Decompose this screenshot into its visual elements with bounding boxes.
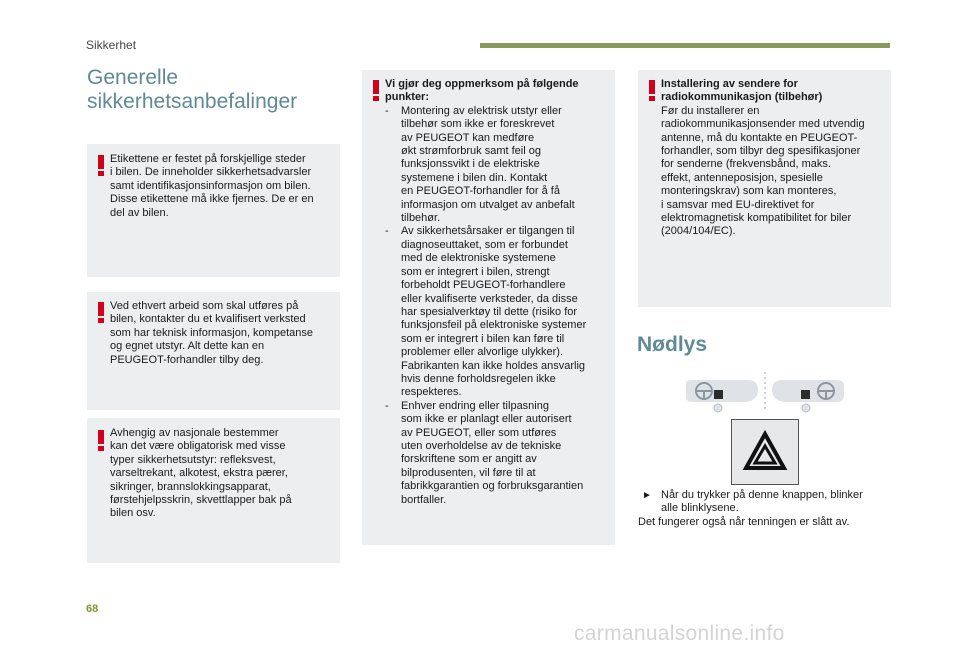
- hazard-triangle-icon: [732, 420, 798, 484]
- list-item: - Enhver endring eller tilpasning som ikke er planlagt eller autorisert av PEUGEOT, eller som utføres uten overholdelse av de tekniske forskriftene som er angitt av bilprodusenten, vil føre til at fabrikkgarantien og forbruksgarantien bortfaller.: [385, 399, 584, 506]
- dashboard-left-hazard-icon: [686, 380, 758, 412]
- warning-text-accessories: [385, 78, 613, 507]
- page-title-line2: sikkerhetsanbefalinger: [87, 90, 298, 113]
- warning-icon: [369, 80, 383, 101]
- warning-icon: [94, 155, 108, 176]
- warning-box-labels: [87, 144, 340, 277]
- warning-text-radio: Installering av sendere for radiokommunikasjon (tilbehør) Før du installerer en radiokommunikasjonsender med utvendig antenne, må du kontakte en PEUGEOT- forhandler, som tilbyr deg spesifikasjoner for senderne (frekvensbånd, maks. effekt, antenneposisjon, spesielle monteringskrav) som kan monteres, i samsvar med EU-direktivet for elektromagnetisk kompatibilitet for biler (2004/104/EC).: [661, 78, 889, 239]
- hazard-lights-heading: Nødlys: [637, 333, 708, 356]
- accessories-title: Vi gjør deg oppmerksom på følgende punkter:: [385, 78, 579, 104]
- radio-title: Installering av sendere for radiokommunikasjon (tilbehør): [661, 78, 823, 104]
- dashboard-illustration: [680, 370, 850, 415]
- hazard-button[interactable]: [731, 419, 799, 485]
- list-item: - Av sikkerhetsårsaker er tilgangen til diagnoseuttaket, som er forbundet med de elektroniske systemene som er integrert i bilen, strengt forbeholdt PEUGEOT-forhandlere eller kvalifiserte verksteder, da disse har spesialverktøy til dette (risiko for funksjonsfeil på elektroniske systemer som er integrert i bilen kan føre til problemer eller alvorlige ulykker). Fabrikanten kan ikke holdes ansvarlig hvis denne forholdsregelen ikke respekteres.: [385, 225, 587, 399]
- warning-icon: [645, 80, 659, 101]
- warning-box-radio: [638, 70, 891, 307]
- section-label: Sikkerhet: [86, 38, 137, 52]
- page-number: 68: [86, 603, 99, 615]
- dashboard-right-hazard-icon: [772, 380, 844, 412]
- hazard-note: Det fungerer også når tenningen er slått av.: [638, 515, 850, 528]
- warning-icon: [94, 302, 108, 323]
- instruction-arrow-icon: ►: [642, 490, 652, 501]
- section-bar: [480, 43, 890, 48]
- list-item: - Montering av elektrisk utstyr eller tilbehør som ikke er foreskrevet av PEUGEOT kan medføre økt strømforbruk samt feil og funksjonssvikt i de elektriske systemene i bilen din. Kontakt en PEUGEOT-forhandler for å få informasjon om utvalget av anbefalt tilbehør.: [385, 104, 575, 225]
- hazard-instruction: ► Når du trykker på denne knappen, blinker alle blinklysene. Det fungerer også når tenningen er slått av.: [638, 489, 898, 529]
- watermark: carmanualsonline.info: [574, 622, 785, 645]
- warning-box-workshop: [87, 292, 340, 410]
- warning-text-workshop: Ved ethvert arbeid som skal utføres på bilen, kontakter du et kvalifisert verksted som har teknisk informasjon, kompetanse og egnet utstyr. Alt dette kan en PEUGEOT-forhandler tilby deg.: [110, 300, 313, 366]
- warning-box-equipment: [87, 418, 340, 563]
- accessories-list: [385, 105, 613, 507]
- warning-text-equipment: Avhengig av nasjonale bestemmer kan det være obligatorisk med visse typer sikkerhetsutstyr: refleksvest, varseltrekant, alkotest, ekstra pærer, sikringer, brannslokkingsapparat, førstehjelpsskrin, skvettlapper bak på bilen osv.: [110, 427, 292, 520]
- page-title: [87, 66, 337, 114]
- warning-box-accessories: [362, 70, 615, 545]
- page-title-line1: Generelle: [87, 66, 179, 89]
- warning-icon: [94, 430, 108, 451]
- warning-text-labels: Etikettene er festet på forskjellige steder i bilen. De inneholder sikkerhetsadvarsler samt identifikasjonsinformasjon om bilen. Disse etikettene må ikke fjernes. De er en del av bilen.: [110, 153, 314, 219]
